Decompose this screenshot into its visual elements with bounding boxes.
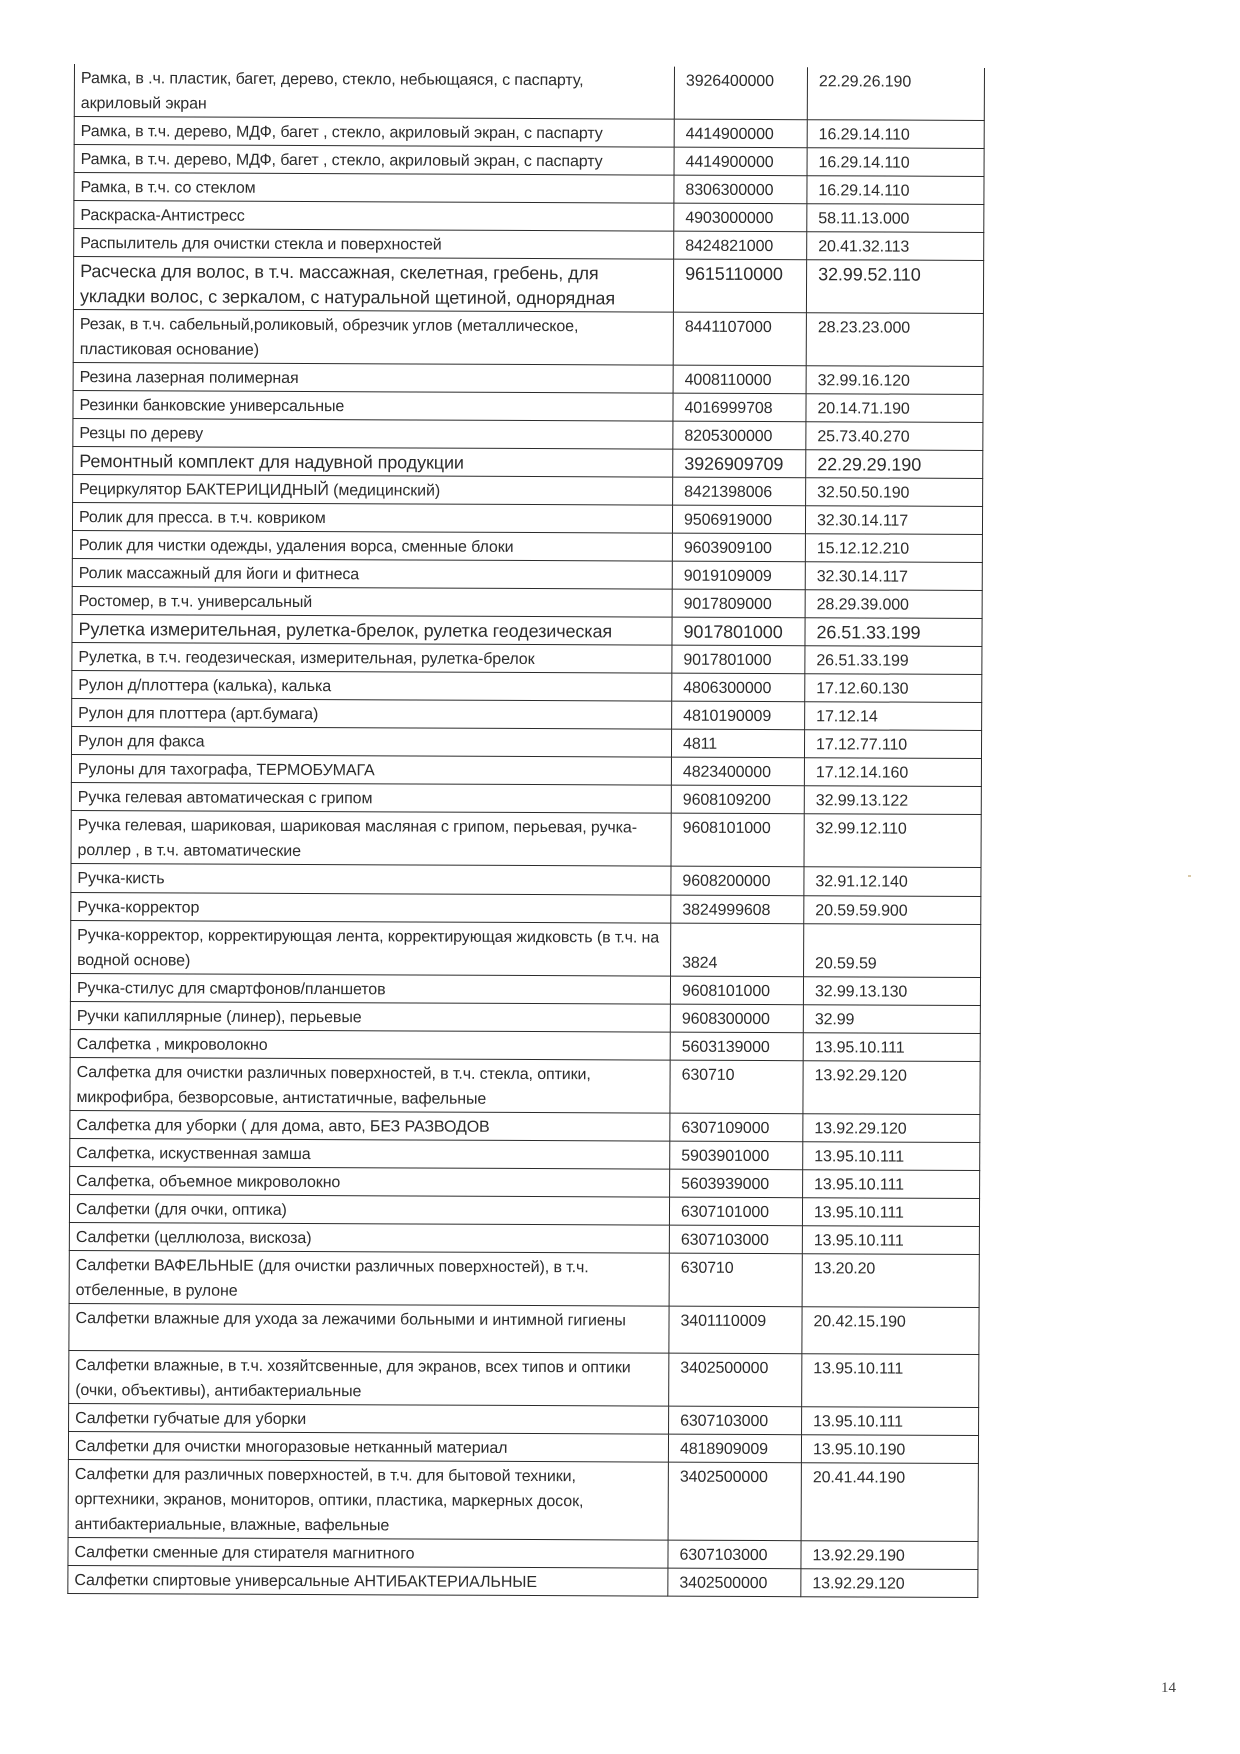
- table-row: [71, 920, 981, 977]
- okpd2-code-cell: 20.41.32.113: [807, 232, 984, 261]
- okpd2-code-cell: 13.92.29.120: [803, 1114, 980, 1143]
- product-name-cell: Салфетки (целлюлоза, вискоза): [69, 1222, 669, 1253]
- tnved-code-cell: 4818909009: [668, 1434, 801, 1463]
- tnved-code-cell: 6307109000: [670, 1113, 803, 1142]
- page-number: 14: [1161, 1680, 1176, 1696]
- tnved-code-cell: 3824: [671, 923, 804, 977]
- product-name-cell: Салфетки для различных поверхностей, в т.ч. для бытовой техники, оргтехники, экранов, мониторов, оптики, пластика, маркерных досок, антибактериальные, влажные, вафельные: [68, 1459, 668, 1540]
- okpd2-code-cell: 32.91.12.140: [804, 867, 981, 897]
- tnved-code-cell: 5903901000: [670, 1141, 803, 1170]
- okpd2-code-cell: 13.95.10.111: [803, 1142, 980, 1171]
- okpd2-code-cell: 15.12.12.210: [805, 534, 982, 563]
- tnved-code-cell: 9019109009: [672, 561, 805, 590]
- table-row: [69, 1403, 979, 1435]
- okpd2-code-cell: 32.99.12.110: [804, 814, 981, 868]
- tnved-code-cell: 9608101000: [671, 813, 804, 867]
- okpd2-code-cell: 13.95.10.111: [802, 1226, 979, 1255]
- tnved-code-cell: 9017801000: [672, 645, 805, 674]
- table-row: [72, 586, 982, 618]
- table-row: [72, 670, 982, 702]
- tnved-code-cell: 8441107000: [673, 312, 806, 366]
- table-row: [74, 173, 984, 205]
- tnved-code-cell: 4414900000: [674, 119, 807, 148]
- table-row: [73, 362, 983, 394]
- tnved-code-cell: 630710: [669, 1253, 802, 1307]
- okpd2-code-cell: 16.29.14.110: [807, 176, 984, 205]
- product-name-cell: Салфетки спиртовые универсальные АНТИБАКТЕРИАЛЬНЫЕ: [68, 1565, 668, 1596]
- okpd2-code-cell: 26.51.33.199: [805, 618, 982, 647]
- okpd2-code-cell: 32.99: [803, 1005, 980, 1034]
- tnved-code-cell: 4414900000: [674, 147, 807, 176]
- tnved-code-cell: 9608300000: [670, 1004, 803, 1033]
- tnved-code-cell: 9608109200: [671, 785, 804, 814]
- okpd2-code-cell: 13.95.10.111: [803, 1170, 980, 1199]
- product-name-cell: Рамка, в .ч. пластик, багет, дерево, стекло, небьющаяся, с паспарту, акриловый экран: [74, 64, 674, 119]
- product-name-cell: Салфетка, объемное микроволокно: [70, 1166, 670, 1197]
- product-name-cell: Салфетки влажные для ухода за лежачими больными и интимной гигиены: [69, 1303, 669, 1353]
- tnved-code-cell: 4810190009: [672, 701, 805, 730]
- product-name-cell: Рулон для факса: [71, 726, 671, 757]
- okpd2-code-cell: 13.95.10.111: [803, 1033, 980, 1062]
- tnved-code-cell: 9608101000: [670, 976, 803, 1005]
- product-name-cell: Ролик для чистки одежды, удаления ворса, сменные блоки: [72, 530, 672, 561]
- table-row: [70, 1057, 980, 1114]
- okpd2-code-cell: 13.92.29.120: [803, 1061, 980, 1115]
- tnved-code-cell: 6307103000: [668, 1540, 801, 1569]
- product-name-cell: Ручка-стилус для смартфонов/планшетов: [70, 973, 670, 1004]
- okpd2-code-cell: 13.92.29.120: [801, 1569, 978, 1598]
- product-name-cell: Салфетка , микроволокно: [70, 1029, 670, 1060]
- okpd2-code-cell: 13.95.10.111: [802, 1198, 979, 1227]
- table-row: [72, 530, 982, 562]
- table-row: [74, 117, 984, 149]
- product-name-cell: Салфетки губчатые для уборки: [69, 1403, 669, 1434]
- table-row: [72, 698, 982, 730]
- okpd2-code-cell: 32.50.50.190: [806, 478, 983, 507]
- okpd2-code-cell: 32.30.14.117: [805, 562, 982, 591]
- product-name-cell: Рулоны для тахографа, ТЕРМОБУМАГА: [71, 754, 671, 785]
- tnved-code-cell: 3926909709: [673, 449, 806, 478]
- tnved-code-cell: 3402500000: [668, 1462, 801, 1541]
- product-name-cell: Салфетка, искуственная замша: [70, 1138, 670, 1169]
- product-name-cell: Рулетка измерительная, рулетка-брелок, рулетка геодезическая: [72, 614, 672, 645]
- product-name-cell: Рулетка, в т.ч. геодезическая, измерительная, рулетка-брелок: [72, 642, 672, 673]
- okpd2-code-cell: 32.99.13.130: [803, 977, 980, 1006]
- table-row: [73, 446, 983, 478]
- okpd2-code-cell: 13.95.10.190: [801, 1435, 978, 1464]
- okpd2-code-cell: 28.29.39.000: [805, 590, 982, 619]
- product-name-cell: Салфетка для очистки различных поверхностей, в т.ч. стекла, оптики, микрофибра, безворсовые, антистатичные, вафельные: [70, 1057, 670, 1113]
- product-name-cell: Салфетки сменные для стирателя магнитного: [68, 1537, 668, 1568]
- okpd2-code-cell: 32.99.16.120: [806, 366, 983, 395]
- table-row: [73, 257, 983, 314]
- okpd2-code-cell: 28.23.23.000: [806, 313, 983, 367]
- table-row: [70, 1110, 980, 1142]
- table-row: [74, 229, 984, 261]
- tnved-code-cell: 4823400000: [671, 757, 804, 786]
- okpd2-code-cell: 20.41.44.190: [801, 1463, 978, 1542]
- product-name-cell: Ручка-корректор: [71, 892, 671, 923]
- goods-classification-table: [67, 64, 985, 1598]
- table-row: [73, 418, 983, 450]
- okpd2-code-cell: 22.29.26.190: [807, 67, 984, 120]
- product-name-cell: Ручки капиллярные (линер), перьевые: [70, 1001, 670, 1032]
- table-row: [70, 1138, 980, 1170]
- table-row: [74, 201, 984, 233]
- tnved-code-cell: 3926400000: [674, 67, 807, 120]
- okpd2-code-cell: 25.73.40.270: [806, 422, 983, 451]
- product-name-cell: Салфетки ВАФЕЛЬНЫЕ (для очистки различных поверхностей), в т.ч. отбеленные, в рулоне: [69, 1250, 669, 1306]
- tnved-code-cell: 3402500000: [668, 1568, 801, 1597]
- scan-speck: [1188, 875, 1191, 877]
- okpd2-code-cell: 13.95.10.111: [802, 1407, 979, 1436]
- tnved-code-cell: 6307103000: [669, 1225, 802, 1254]
- product-name-cell: Ролик для пресса. в т.ч. ковриком: [72, 502, 672, 533]
- product-name-cell: Резцы по дереву: [73, 418, 673, 449]
- table-row: [73, 474, 983, 506]
- tnved-code-cell: 3401110009: [669, 1306, 802, 1354]
- table-row: [74, 64, 984, 120]
- tnved-code-cell: 4806300000: [672, 673, 805, 702]
- product-name-cell: Резина лазерная полимерная: [73, 362, 673, 393]
- tnved-code-cell: 8421398006: [673, 477, 806, 506]
- table-row: [71, 754, 981, 786]
- product-name-cell: Салфетки (для очки, оптика): [69, 1194, 669, 1225]
- tnved-code-cell: 6307101000: [669, 1197, 802, 1226]
- table-row: [72, 558, 982, 590]
- tnved-code-cell: 9603909100: [672, 533, 805, 562]
- okpd2-code-cell: 20.42.15.190: [802, 1307, 979, 1355]
- tnved-code-cell: 9506919000: [672, 505, 805, 534]
- tnved-code-cell: 5603139000: [670, 1032, 803, 1061]
- okpd2-code-cell: 17.12.77.110: [804, 730, 981, 759]
- tnved-code-cell: 3402500000: [669, 1353, 802, 1407]
- okpd2-code-cell: 58.11.13.000: [807, 204, 984, 233]
- okpd2-code-cell: 32.30.14.117: [805, 506, 982, 535]
- product-name-cell: Расческа для волос, в т.ч. массажная, скелетная, гребень, для укладки волос, с зеркалом, с натуральной щетиной, однорядная: [73, 257, 673, 313]
- table-row: [70, 1029, 980, 1061]
- okpd2-code-cell: 17.12.60.130: [805, 674, 982, 703]
- tnved-code-cell: 8306300000: [674, 175, 807, 204]
- okpd2-code-cell: 20.14.71.190: [806, 394, 983, 423]
- table-row: [68, 1537, 978, 1569]
- table-row: [68, 1565, 978, 1597]
- table-row: [69, 1222, 979, 1254]
- product-name-cell: Распылитель для очистки стекла и поверхностей: [74, 229, 674, 260]
- table-row: [72, 502, 982, 534]
- table-body: [68, 64, 985, 1597]
- product-name-cell: Рамка, в т.ч. дерево, МДФ, багет , стекло, акриловый экран, с паспарту: [74, 145, 674, 176]
- tnved-code-cell: 8424821000: [674, 231, 807, 260]
- table-row: [68, 1431, 978, 1463]
- product-name-cell: Ручка гелевая автоматическая с грипом: [71, 782, 671, 813]
- okpd2-code-cell: 16.29.14.110: [807, 148, 984, 177]
- tnved-code-cell: 4811: [671, 729, 804, 758]
- product-name-cell: Рециркулятор БАКТЕРИЦИДНЫЙ (медицинский): [73, 474, 673, 505]
- table-row: [70, 1001, 980, 1033]
- table-row: [72, 614, 982, 646]
- okpd2-code-cell: 17.12.14: [805, 702, 982, 731]
- product-name-cell: Ремонтный комплект для надувной продукции: [73, 446, 673, 477]
- product-name-cell: Ручка-кисть: [71, 863, 671, 895]
- tnved-code-cell: 9615110000: [673, 259, 806, 313]
- table-row: [69, 1194, 979, 1226]
- tnved-code-cell: 4008110000: [673, 365, 806, 394]
- table-row: [73, 390, 983, 422]
- product-name-cell: Ручка-корректор, корректирующая лента, корректирующая жидковсть (в т.ч. на водной основе): [71, 920, 671, 976]
- product-name-cell: Резинки банковские универсальные: [73, 390, 673, 421]
- okpd2-code-cell: 32.99.13.122: [804, 786, 981, 815]
- table-row: [69, 1350, 979, 1407]
- tnved-code-cell: 6307103000: [669, 1406, 802, 1435]
- tnved-code-cell: 8205300000: [673, 421, 806, 450]
- okpd2-code-cell: 16.29.14.110: [807, 120, 984, 149]
- product-name-cell: Резак, в т.ч. сабельный,роликовый, обрезчик углов (металлическое, пластиковая основание): [73, 309, 673, 365]
- table-row: [71, 726, 981, 758]
- okpd2-code-cell: 22.29.29.190: [806, 450, 983, 479]
- table-row: [69, 1250, 979, 1307]
- product-name-cell: Ручка гелевая, шариковая, шариковая масляная с грипом, перьевая, ручка-роллер , в т.ч. автоматические: [71, 810, 671, 866]
- product-name-cell: Рулон для плоттера (арт.бумага): [72, 698, 672, 729]
- tnved-code-cell: 4016999708: [673, 393, 806, 422]
- product-name-cell: Рамка, в т.ч. со стеклом: [74, 173, 674, 204]
- tnved-code-cell: 9608200000: [671, 866, 804, 896]
- tnved-code-cell: 9017809000: [672, 589, 805, 618]
- tnved-code-cell: 9017801000: [672, 617, 805, 646]
- okpd2-code-cell: 13.95.10.111: [802, 1354, 979, 1408]
- okpd2-code-cell: 32.99.52.110: [806, 260, 983, 314]
- table-row: [71, 810, 981, 867]
- okpd2-code-cell: 26.51.33.199: [805, 646, 982, 675]
- table-row: [72, 642, 982, 674]
- product-name-cell: Салфетка для уборки ( для дома, авто, БЕЗ РАЗВОДОВ: [70, 1110, 670, 1141]
- tnved-code-cell: 3824999608: [671, 895, 804, 924]
- tnved-code-cell: 630710: [670, 1060, 803, 1114]
- okpd2-code-cell: 20.59.59.900: [804, 896, 981, 925]
- product-name-cell: Ростомер, в т.ч. универсальный: [72, 586, 672, 617]
- tnved-code-cell: 4903000000: [674, 203, 807, 232]
- okpd2-code-cell: 17.12.14.160: [804, 758, 981, 787]
- table-row: [69, 1303, 979, 1354]
- product-name-cell: Салфетки влажные, в т.ч. хозяйтсвенные, для экранов, всех типов и оптики (очки, объективы), антибактериальные: [69, 1350, 669, 1406]
- product-name-cell: Ролик массажный для йоги и фитнеса: [72, 558, 672, 589]
- table-row: [70, 973, 980, 1005]
- product-name-cell: Рамка, в т.ч. дерево, МДФ, багет , стекло, акриловый экран, с паспарту: [74, 117, 674, 148]
- table-row: [73, 309, 983, 366]
- table-row: [71, 892, 981, 924]
- product-name-cell: Салфетки для очистки многоразовые нетканный материал: [68, 1431, 668, 1462]
- table-row: [70, 1166, 980, 1198]
- product-name-cell: Рулон д/плоттера (калька), калька: [72, 670, 672, 701]
- product-name-cell: Раскраска-Антистресс: [74, 201, 674, 232]
- tnved-code-cell: 5603939000: [670, 1169, 803, 1198]
- table-row: [74, 145, 984, 177]
- okpd2-code-cell: 20.59.59: [804, 924, 981, 978]
- okpd2-code-cell: 13.20.20: [802, 1254, 979, 1308]
- table-row: [71, 863, 981, 896]
- table-row: [68, 1459, 978, 1541]
- table-row: [71, 782, 981, 814]
- okpd2-code-cell: 13.92.29.190: [801, 1541, 978, 1570]
